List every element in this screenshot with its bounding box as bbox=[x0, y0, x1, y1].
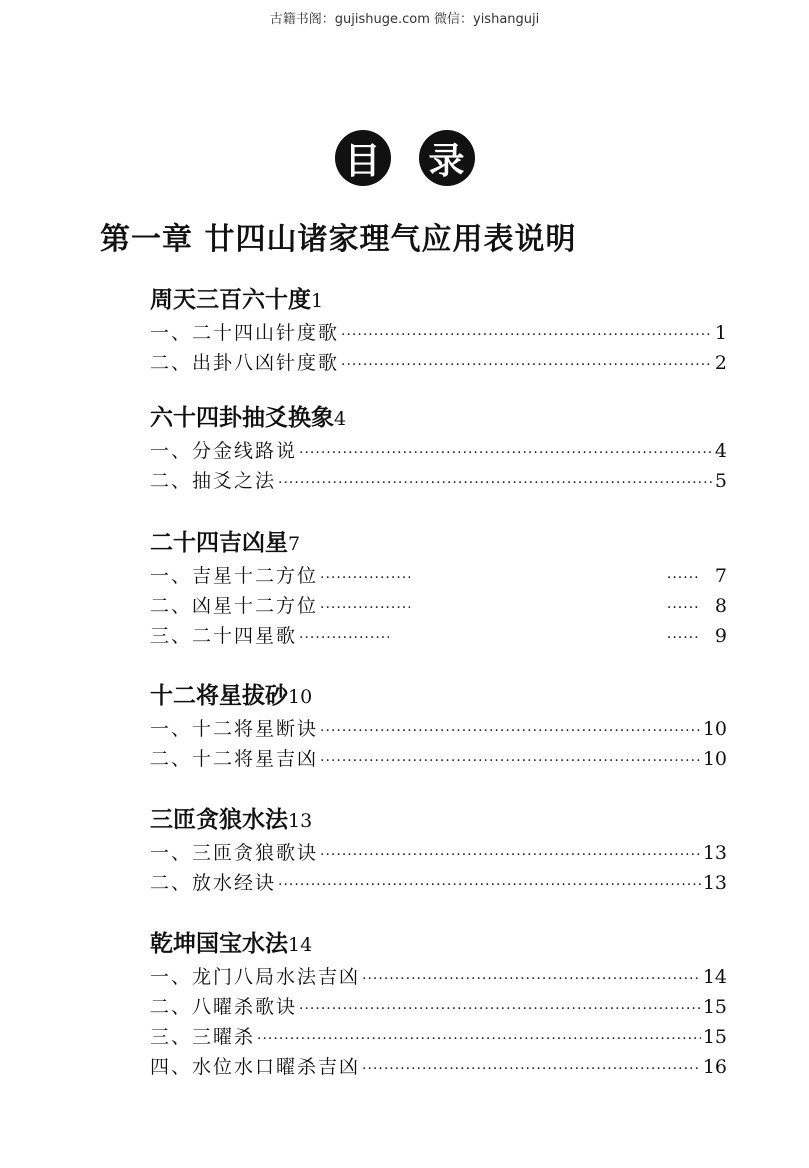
section-title: 十二将星拔砂 bbox=[150, 683, 288, 709]
toc-entry[interactable] bbox=[150, 992, 727, 1022]
dot-leader bbox=[320, 563, 410, 593]
section-page: 10 bbox=[288, 686, 313, 708]
toc-entry[interactable] bbox=[150, 621, 727, 651]
dot-leader bbox=[362, 1054, 701, 1084]
entry-page: 16 bbox=[702, 1056, 727, 1078]
watermark-text: 古籍书阁：gujishuge.com 微信：yishanguji bbox=[269, 12, 540, 27]
section-page: 7 bbox=[288, 533, 301, 555]
dot-leader bbox=[320, 716, 701, 746]
section-heading[interactable] bbox=[150, 282, 727, 318]
entry-label: 一、二十四山针度歌 bbox=[150, 322, 340, 344]
entry-label: 二、抽爻之法 bbox=[150, 470, 277, 492]
toc-section bbox=[150, 926, 727, 1082]
toc-entry[interactable] bbox=[150, 318, 727, 348]
toc-entry[interactable] bbox=[150, 348, 727, 378]
section-page: 14 bbox=[288, 934, 313, 956]
toc-section bbox=[150, 400, 727, 496]
entry-label: 一、分金线路说 bbox=[150, 440, 298, 462]
toc-entry[interactable] bbox=[150, 466, 727, 496]
dot-leader bbox=[299, 994, 701, 1024]
entry-label: 三、三曜杀 bbox=[150, 1026, 256, 1048]
entry-page: 14 bbox=[702, 966, 727, 988]
toc-entry[interactable] bbox=[150, 1052, 727, 1082]
toc-entry[interactable] bbox=[150, 962, 727, 992]
entry-page: 15 bbox=[702, 1026, 727, 1048]
entry-label: 二、凶星十二方位 bbox=[150, 595, 319, 617]
toc-section bbox=[150, 678, 727, 774]
dot-leader bbox=[341, 350, 713, 380]
entry-label: 二、十二将星吉凶 bbox=[150, 748, 319, 770]
entry-page: 13 bbox=[702, 872, 727, 894]
section-heading[interactable] bbox=[150, 525, 727, 561]
dot-leader bbox=[278, 468, 713, 498]
section-page: 13 bbox=[288, 810, 313, 832]
entry-page: 5 bbox=[714, 470, 727, 492]
dot-leader bbox=[667, 563, 715, 593]
section-title: 六十四卦抽爻换象 bbox=[150, 405, 334, 431]
entry-label: 四、水位水口曜杀吉凶 bbox=[150, 1056, 361, 1078]
dot-leader bbox=[278, 870, 701, 900]
toc-entry[interactable] bbox=[150, 591, 727, 621]
page-title bbox=[0, 130, 809, 186]
entry-label: 二、出卦八凶针度歌 bbox=[150, 352, 340, 374]
dot-leader bbox=[257, 1024, 701, 1054]
entry-page: 1 bbox=[714, 322, 727, 344]
entry-page: 10 bbox=[702, 748, 727, 770]
section-heading[interactable] bbox=[150, 926, 727, 962]
title-char-1: 目 bbox=[335, 130, 391, 186]
toc-entry[interactable] bbox=[150, 744, 727, 774]
entry-page: 10 bbox=[702, 718, 727, 740]
toc-section bbox=[150, 525, 727, 651]
entry-label: 二、放水经诀 bbox=[150, 872, 277, 894]
toc-entry[interactable] bbox=[150, 561, 727, 591]
entry-page: 15 bbox=[702, 996, 727, 1018]
toc-entry[interactable] bbox=[150, 838, 727, 868]
entry-page: 4 bbox=[714, 440, 727, 462]
toc-section bbox=[150, 282, 727, 378]
entry-label: 一、龙门八局水法吉凶 bbox=[150, 966, 361, 988]
dot-leader bbox=[320, 840, 701, 870]
entry-page: 7 bbox=[714, 565, 727, 587]
entry-label: 一、吉星十二方位 bbox=[150, 565, 319, 587]
dot-leader bbox=[320, 746, 701, 776]
toc-section bbox=[150, 802, 727, 898]
toc-entry[interactable] bbox=[150, 1022, 727, 1052]
section-title: 乾坤国宝水法 bbox=[150, 931, 288, 957]
section-heading[interactable] bbox=[150, 802, 727, 838]
entry-label: 三、二十四星歌 bbox=[150, 625, 298, 647]
entry-page: 2 bbox=[714, 352, 727, 374]
entry-label: 二、八曜杀歌诀 bbox=[150, 996, 298, 1018]
section-title: 三匝贪狼水法 bbox=[150, 807, 288, 833]
section-heading[interactable] bbox=[150, 678, 727, 714]
section-title: 周天三百六十度 bbox=[150, 287, 311, 313]
dot-leader bbox=[299, 438, 713, 468]
dot-leader bbox=[362, 964, 701, 994]
dot-leader bbox=[667, 623, 715, 653]
entry-label: 一、三匝贪狼歌诀 bbox=[150, 842, 319, 864]
entry-page: 8 bbox=[714, 595, 727, 617]
section-title: 二十四吉凶星 bbox=[150, 530, 288, 556]
section-page: 4 bbox=[334, 408, 347, 430]
entry-label: 一、十二将星断诀 bbox=[150, 718, 319, 740]
dot-leader bbox=[320, 593, 410, 623]
toc-entry[interactable] bbox=[150, 868, 727, 898]
toc-entry[interactable] bbox=[150, 436, 727, 466]
dot-leader bbox=[341, 320, 713, 350]
entry-page: 9 bbox=[714, 625, 727, 647]
toc-entry[interactable] bbox=[150, 714, 727, 744]
title-char-2: 录 bbox=[419, 130, 475, 186]
dot-leader bbox=[667, 593, 715, 623]
chapter-heading: 第一章 廿四山诸家理气应用表说明 bbox=[100, 222, 577, 257]
section-page: 1 bbox=[311, 290, 324, 312]
dot-leader bbox=[299, 623, 389, 653]
entry-page: 13 bbox=[702, 842, 727, 864]
section-heading[interactable] bbox=[150, 400, 727, 436]
